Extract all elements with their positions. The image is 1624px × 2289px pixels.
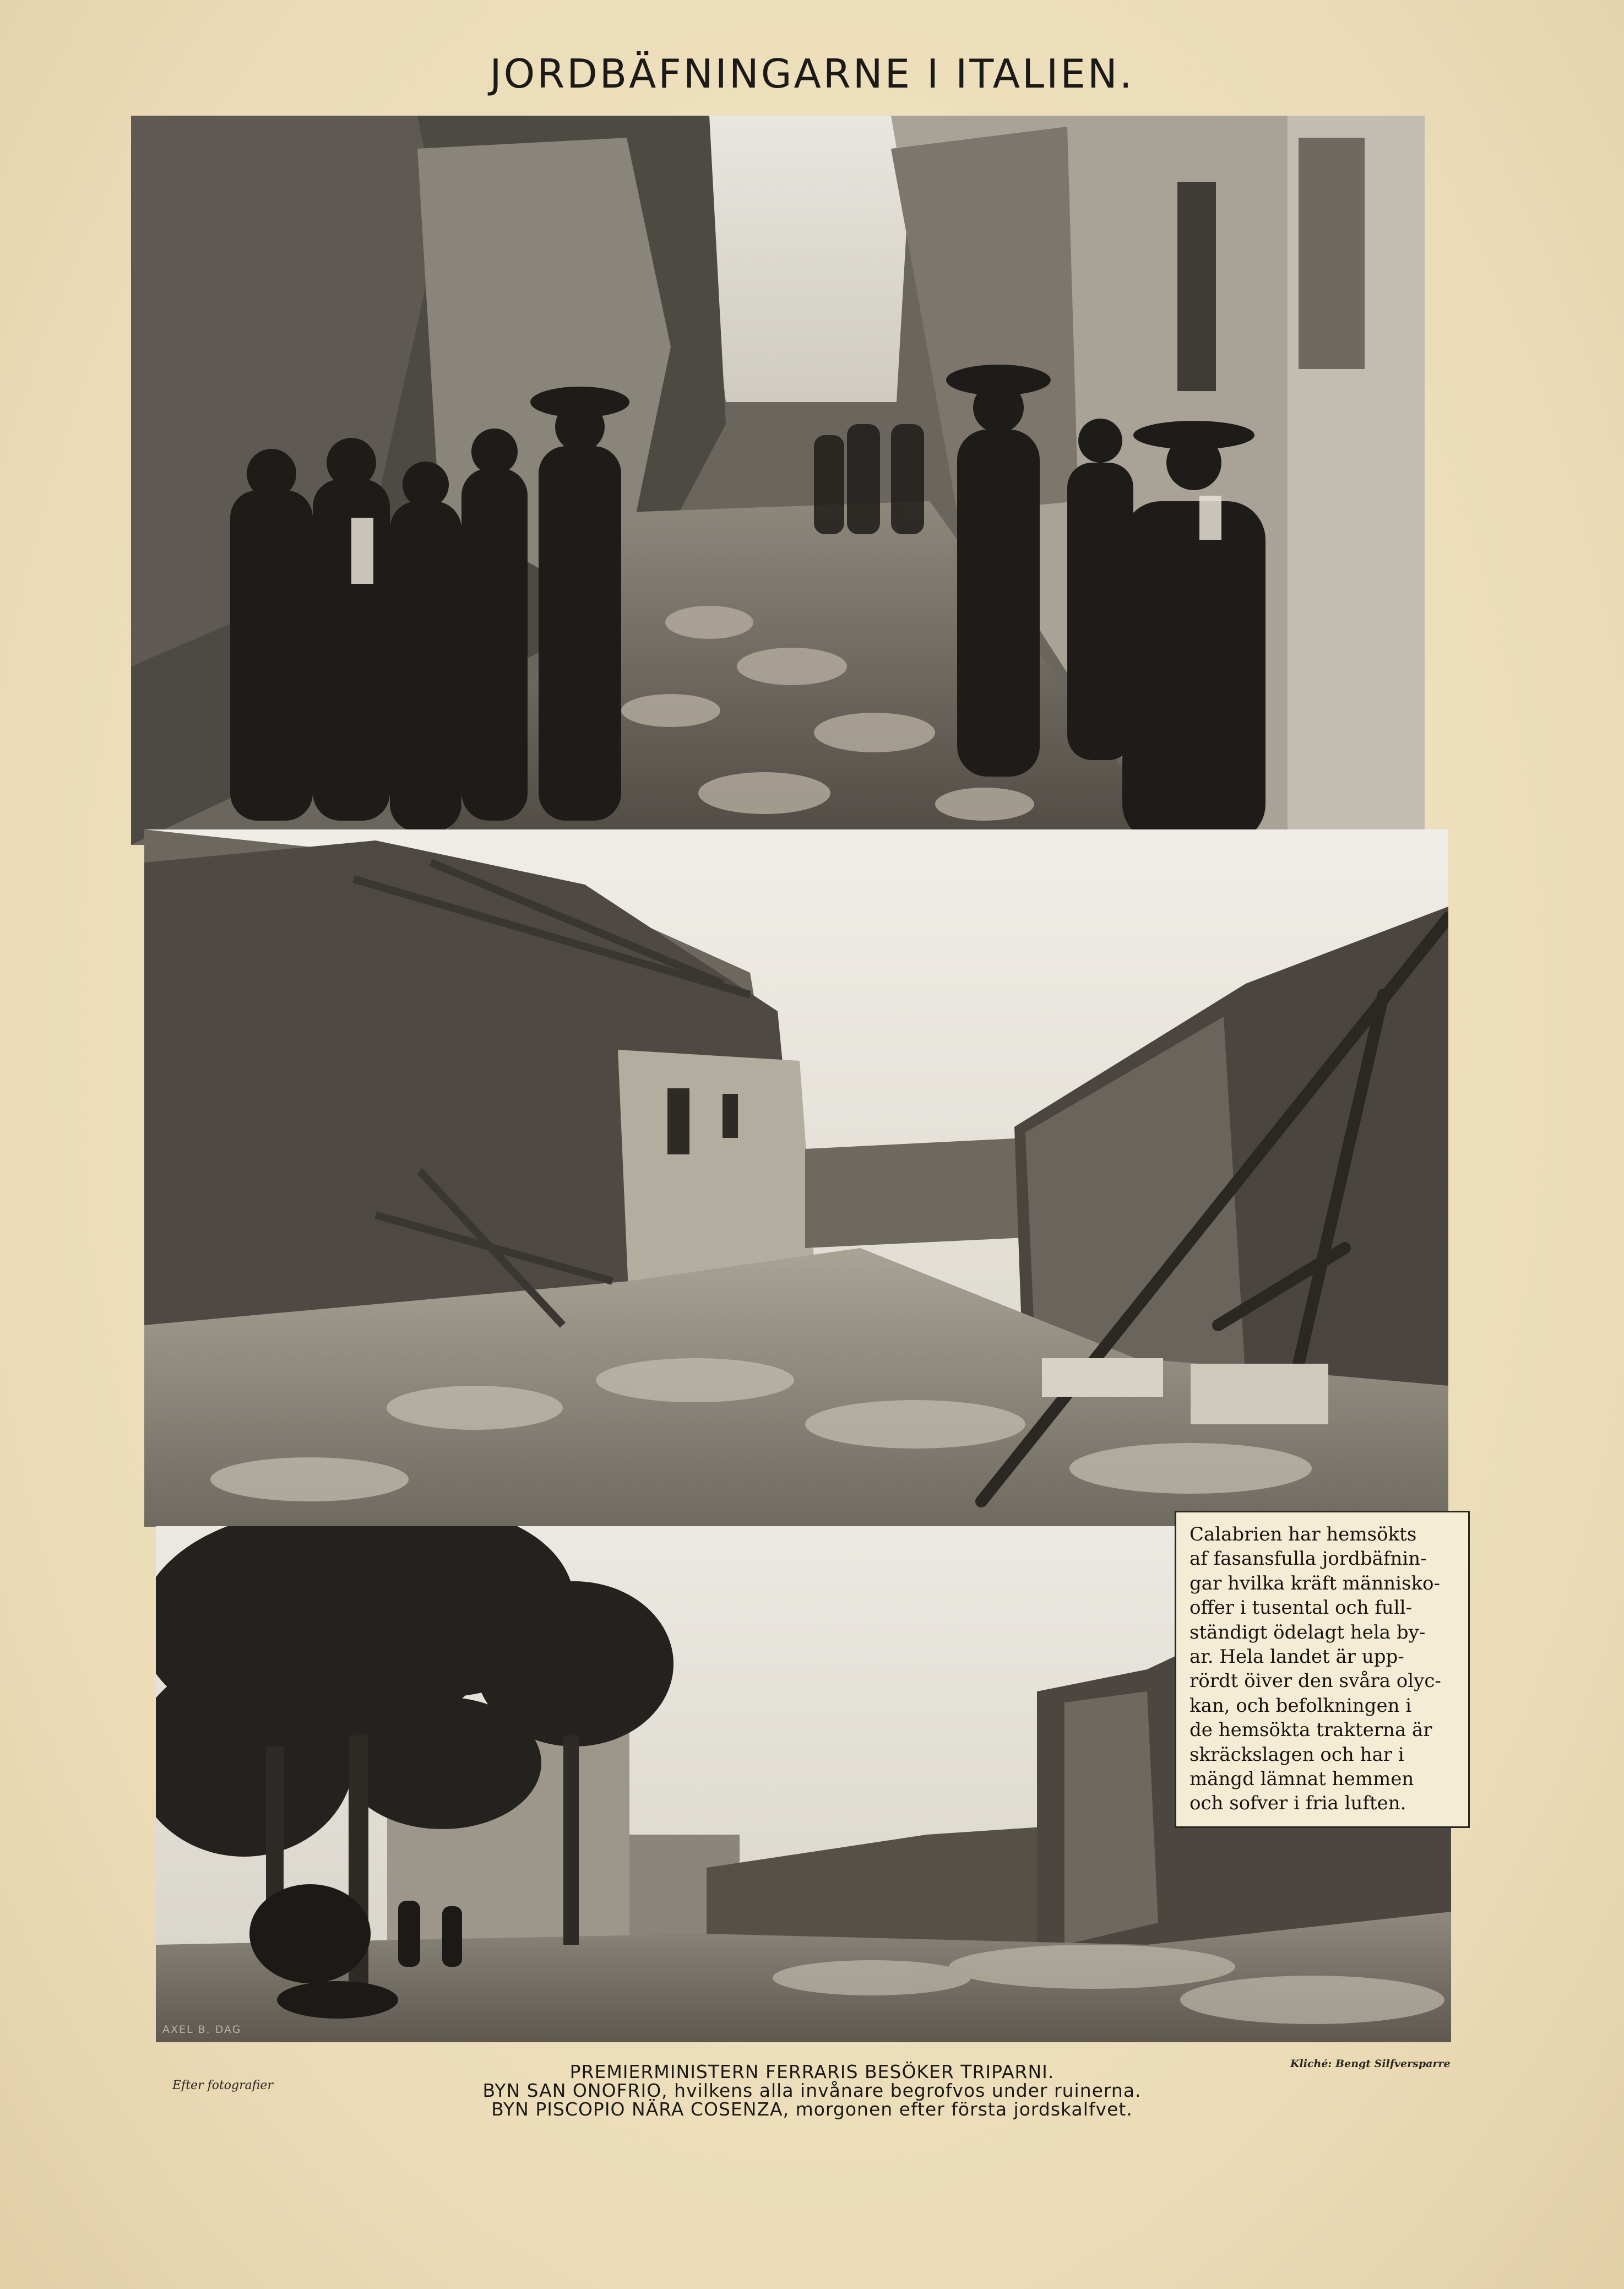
photographer-credit: Efter fotografier [172, 2079, 273, 2092]
side-caption-box [1175, 1511, 1470, 1828]
side-caption-line: offer i tusental och full- [1190, 1597, 1413, 1619]
side-caption-line: ständigt ödelagt hela by- [1190, 1621, 1426, 1643]
caption-line-1: PREMIERMINISTERN FERRARIS BESÖKER TRIPARNI. [569, 2061, 1055, 2082]
side-caption-line: rördt öiver den svåra olyc- [1190, 1670, 1441, 1693]
page-title: JORDBÄFNINGARNE I ITALIEN. [490, 51, 1134, 97]
side-caption-line: skräckslagen och har i [1190, 1743, 1404, 1766]
side-caption-line: kan, och befolkningen i [1190, 1694, 1412, 1717]
side-caption-line: mängd lämnat hemmen [1190, 1768, 1414, 1791]
engraver-credit: Kliché: Bengt Silfversparre [1290, 2058, 1451, 2070]
side-caption-line: gar hvilka kräft människo- [1190, 1572, 1440, 1594]
side-caption-line: ar. Hela landet är upp- [1190, 1646, 1404, 1668]
side-caption-line: af fasansfulla jordbäfnin- [1190, 1548, 1427, 1570]
side-caption-line: de hemsökta trakterna är [1190, 1719, 1432, 1742]
photo-san-onofrio [144, 829, 1448, 1527]
caption-line-2: BYN SAN ONOFRIO, hvilkens alla invånare begrofvos under ruinerna. [482, 2080, 1142, 2101]
photo-captions [0, 2063, 1624, 2119]
caption-line-3: BYN PISCOPIO NÄRA COSENZA, morgonen efter första jordskalfvet. [491, 2098, 1133, 2120]
side-caption-line: och sofver i fria luften. [1190, 1792, 1406, 1815]
photo-watermark: AXEL B. DAG [162, 2024, 242, 2036]
photo-ferraris-visit [131, 116, 1425, 845]
side-caption-line: Calabrien har hemsökts [1190, 1523, 1417, 1545]
